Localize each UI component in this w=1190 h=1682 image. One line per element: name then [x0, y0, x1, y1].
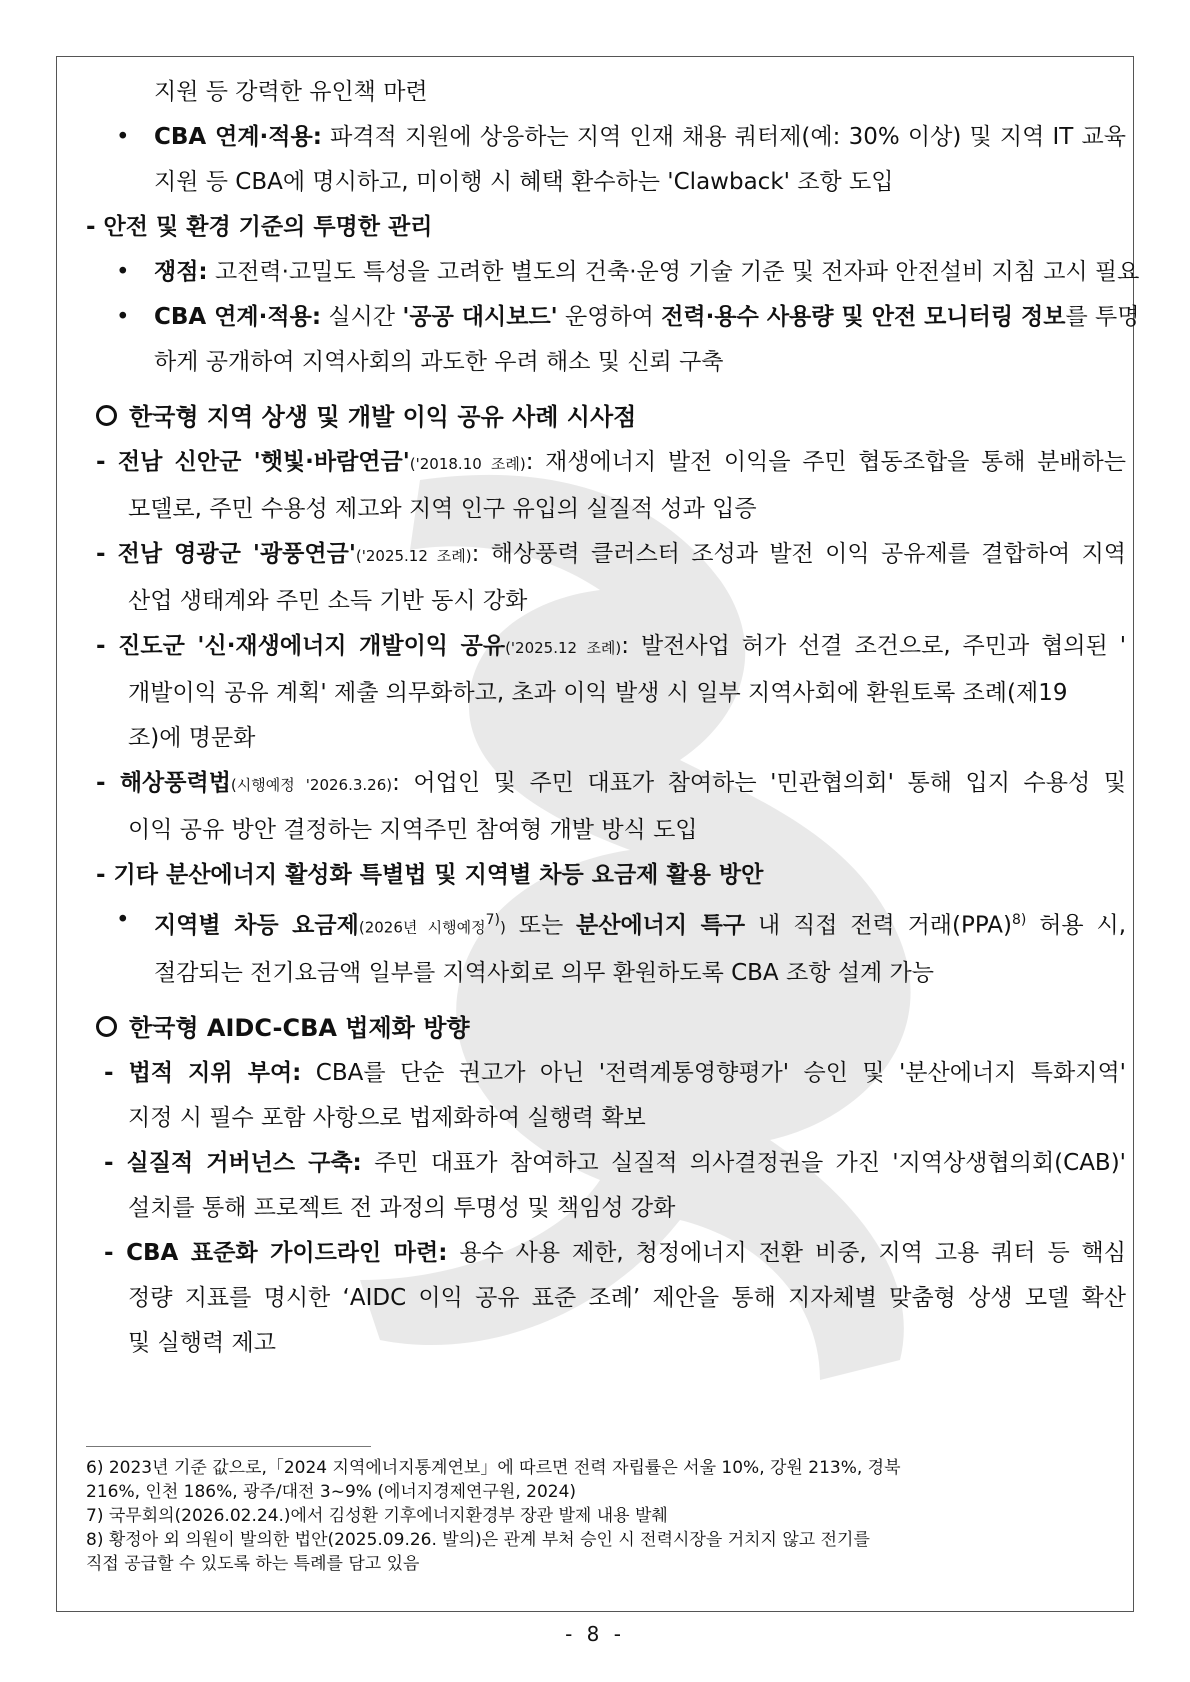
text-line: 절감되는 전기요금액 일부를 지역사회로 의무 환원하도록 CBA 조항 설계 가능 — [154, 959, 934, 986]
bullet-item: • 지역별 차등 요금제(2026년 시행예정$^{7)}$) 또는 분산에너지 특구 내 직접 전력 거래(PPA)$^{8)}$ 허용 시, — [86, 898, 1126, 951]
page-number: - 8 - — [565, 1622, 625, 1646]
list-item: - 실질적 거버넌스 구축: 주민 대표가 참여하고 실질적 의사결정권을 가진 '지역상생협의회(CAB)' — [104, 1149, 1126, 1176]
list-item: - 기타 분산에너지 활성화 특별법 및 지역별 차등 요금제 활용 방안 — [96, 862, 764, 888]
bullet-icon: • — [116, 259, 130, 285]
footnote-6-cont: 216%, 인천 186%, 광주/대전 3~9% (에너지경제연구원, 2024) — [86, 1482, 577, 1502]
bullet-icon: • — [116, 907, 130, 933]
text-line: 정량 지표를 명시한 ‘AIDC 이익 공유 표준 조례’ 제안을 통해 지자체별 맞춤형 상생 모델 확산 — [128, 1284, 1126, 1311]
list-item: - CBA 표준화 가이드라인 마련: 용수 사용 제한, 청정에너지 전환 비중, 지역 고용 쿼터 등 핵심 — [104, 1239, 1126, 1266]
section-heading: 한국형 지역 상생 및 개발 이익 공유 사례 시사점 — [86, 395, 1126, 440]
footnote-8: 8) 황정아 외 의원이 발의한 법안(2025.09.26. 발의)은 관계 부처 승인 시 전력시장을 거치지 않고 전기를 — [86, 1530, 870, 1550]
text-line: 산업 생태계와 주민 소득 기반 동시 강화 — [128, 588, 528, 614]
footnote-7: 7) 국무회의(2026.02.24.)에서 김성환 기후에너지환경부 장관 발제 내용 발췌 — [86, 1506, 668, 1526]
text-line: 지정 시 필수 포함 사항으로 법제화하여 실행력 확보 — [128, 1104, 646, 1131]
bullet-item: • CBA 연계·적용: 파격적 지원에 상응하는 지역 인재 채용 쿼터제(예: 30% 이상) 및 지역 IT 교육 — [86, 115, 1126, 160]
list-item: - 법적 지위 부여: CBA를 단순 권고가 아닌 '전력계통영향평가' 승인 및 '분산에너지 특화지역' — [104, 1059, 1126, 1086]
footnote-ref: 7) — [485, 912, 501, 928]
footnotes — [86, 1456, 1076, 1576]
text-line: 이익 공유 방안 결정하는 지역주민 참여형 개발 방식 도입 — [128, 817, 698, 843]
footnote-ref: 8) — [1011, 912, 1027, 928]
text-line: 하게 공개하여 지역사회의 과도한 우려 해소 및 신뢰 구축 — [154, 349, 724, 375]
bullet-icon: • — [116, 124, 130, 150]
footnote-6: 6) 2023년 기준 값으로,「2024 지역에너지통계연보」에 따르면 전력 자립률은 서울 10%, 강원 213%, 경북 — [86, 1458, 901, 1478]
text-line: 및 실행력 제고 — [128, 1329, 276, 1356]
bullet-item: • CBA 연계·적용: 실시간 '공공 대시보드' 운영하여 전력·용수 사용량 및 안전 모니터링 정보를 투명 — [86, 295, 1126, 340]
text-line: 지원 등 강력한 유인책 마련 — [154, 79, 428, 105]
list-item: - 해상풍력법(시행예정 '2026.3.26): 어업인 및 주민 대표가 참여하는 '민관협의회' 통해 입지 수용성 및 — [96, 770, 1126, 796]
text-line: 모델로, 주민 수용성 제고와 지역 인구 유입의 실질적 성과 입증 — [128, 496, 757, 522]
text-line: 개발이익 공유 계획' 제출 의무화하고, 초과 이익 발생 시 일부 지역사회에 환원토록 조례(제19 — [128, 680, 1068, 706]
footnote-divider — [86, 1446, 371, 1447]
text-line: 설치를 통해 프로젝트 전 과정의 투명성 및 책임성 강화 — [128, 1194, 676, 1221]
subheading: - 안전 및 환경 기준의 투명한 관리 — [86, 214, 433, 240]
text-line: 조)에 명문화 — [128, 725, 256, 751]
main-content — [86, 70, 1140, 1366]
footnote-8-cont: 직접 공급할 수 있도록 하는 특례를 담고 있음 — [86, 1554, 420, 1574]
list-item: - 진도군 '신·재생에너지 개발이익 공유('2025.12 조례): 발전사업 허가 선결 조건으로, 주민과 협의된 ' — [96, 633, 1127, 659]
bullet-item: • 쟁점: 고전력·고밀도 특성을 고려한 별도의 건축·운영 기술 기준 및 전자파 안전설비 지침 고시 필요 — [86, 250, 1126, 295]
circle-bullet-icon — [96, 405, 117, 426]
bullet-icon: • — [116, 304, 130, 330]
text-line: 지원 등 CBA에 명시하고, 미이행 시 혜택 환수하는 'Clawback' 조항 도입 — [154, 169, 894, 195]
list-item: - 전남 영광군 '광풍연금'('2025.12 조례): 해상풍력 클러스터 조성과 발전 이익 공유제를 결합하여 지역 — [96, 541, 1126, 567]
section-heading: 한국형 AIDC-CBA 법제화 방향 — [86, 1006, 1126, 1051]
circle-bullet-icon — [96, 1016, 117, 1037]
list-item: - 전남 신안군 '햇빛·바람연금'('2018.10 조례): 재생에너지 발전 이익을 주민 협동조합을 통해 분배하는 — [96, 449, 1126, 475]
